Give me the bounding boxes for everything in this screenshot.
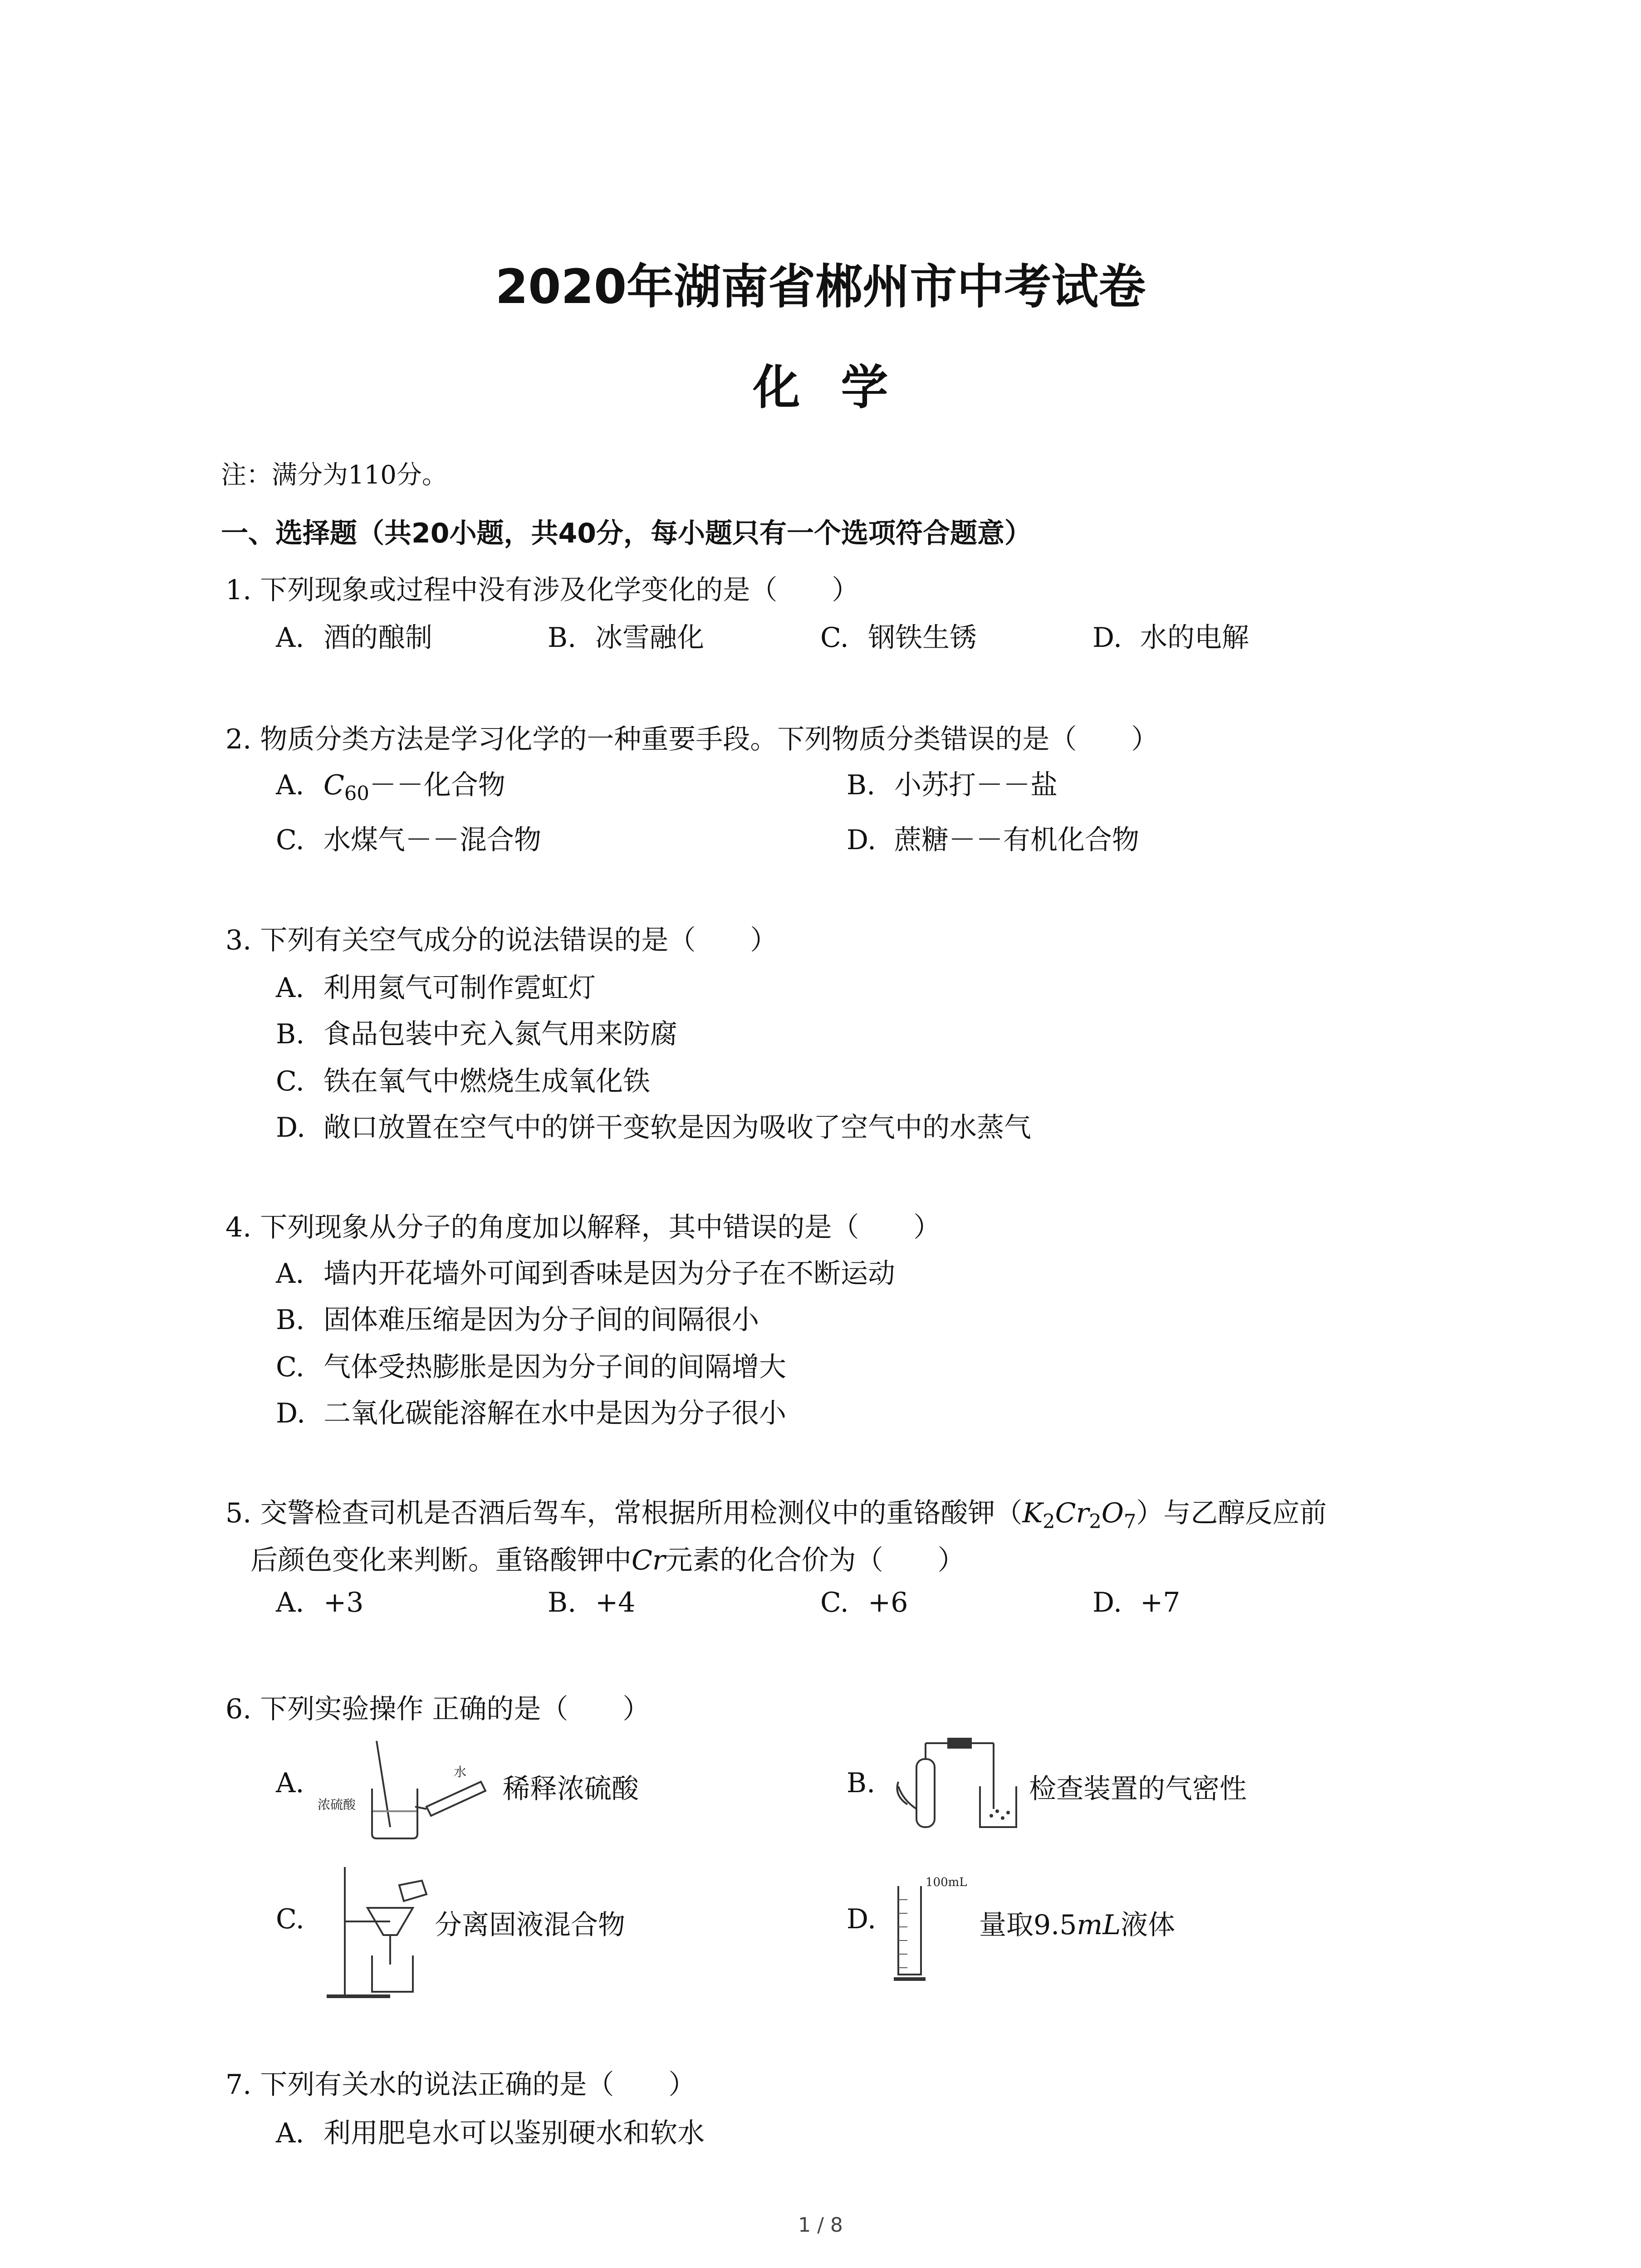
element-symbol: Cr xyxy=(632,1545,666,1576)
volume-value: 9.5 xyxy=(1034,1909,1077,1941)
option-label: B. xyxy=(548,1587,577,1618)
q1-option-d xyxy=(1092,616,1249,655)
q4-option-a xyxy=(276,1252,895,1291)
option-label: A. xyxy=(276,1258,304,1290)
water-label: 水 xyxy=(454,1765,467,1779)
q6-option-a-label: A. xyxy=(276,1767,304,1799)
score-note: 注：满分为110分。 xyxy=(221,460,447,490)
graduations xyxy=(898,1900,907,1968)
option-text: +4 xyxy=(595,1587,636,1618)
pouring-cylinder xyxy=(426,1782,485,1816)
option-text: +3 xyxy=(323,1587,364,1618)
receiving-beaker xyxy=(372,1955,413,1992)
option-label: D. xyxy=(847,824,877,856)
option-label: D. xyxy=(1092,1587,1122,1618)
option-label: C. xyxy=(820,1587,849,1618)
graduated-cylinder-figure xyxy=(889,1868,989,1986)
option-text: 钢铁生锈 xyxy=(868,622,977,654)
option-text: 液体 xyxy=(1121,1909,1176,1941)
airtight-check-figure xyxy=(889,1732,1025,1836)
option-text: +7 xyxy=(1140,1587,1181,1618)
q4-option-c xyxy=(276,1345,786,1384)
option-label: A. xyxy=(276,769,304,801)
option-label: B. xyxy=(548,622,577,654)
q6-option-d-text xyxy=(979,1903,1175,1942)
capacity-label: 100mL xyxy=(926,1876,967,1889)
stem-text: ）与乙醇反应前 xyxy=(1136,1497,1327,1529)
option-text: 小苏打－－盐 xyxy=(894,769,1058,801)
volume-unit: mL xyxy=(1077,1909,1121,1941)
q6-option-c-label: C. xyxy=(276,1903,304,1935)
option-text: 水煤气－－混合物 xyxy=(323,824,541,856)
q1-option-c xyxy=(820,616,977,655)
beaker xyxy=(372,1789,417,1838)
q3-option-b xyxy=(276,1012,677,1051)
option-label: C. xyxy=(276,824,304,856)
option-label: C. xyxy=(276,1351,304,1383)
subject-title: 化学 xyxy=(753,360,929,415)
option-text: 利用肥皂水可以鉴别硬水和软水 xyxy=(323,2117,705,2149)
formula-symbol: Cr xyxy=(1055,1497,1089,1529)
question-1-stem: 1. 下列现象或过程中没有涉及化学变化的是（ ） xyxy=(225,574,859,606)
q2-option-d xyxy=(847,818,1139,857)
option-label: B. xyxy=(276,1304,305,1336)
option-text: 酒的酿制 xyxy=(323,622,432,654)
q6-option-d-label: D. xyxy=(847,1903,877,1935)
option-text: 冰雪融化 xyxy=(595,622,704,654)
option-text: 敞口放置在空气中的饼干变软是因为吸收了空气中的水蒸气 xyxy=(323,1112,1031,1144)
option-text: 铁在氧气中燃烧生成氧化铁 xyxy=(323,1066,650,1097)
option-label: C. xyxy=(820,622,849,654)
option-text: 量取 xyxy=(979,1909,1034,1941)
option-text: －－化合物 xyxy=(369,769,505,801)
test-tube xyxy=(916,1759,935,1827)
option-label: A. xyxy=(276,972,304,1004)
water-beaker xyxy=(980,1786,1016,1827)
option-label: D. xyxy=(276,1112,306,1144)
q3-option-c xyxy=(276,1060,650,1099)
dilute-acid-figure xyxy=(318,1727,490,1841)
formula-subscript: 7 xyxy=(1123,1510,1136,1533)
q5-option-c xyxy=(820,1587,908,1618)
option-label: A. xyxy=(276,622,304,654)
formula-symbol: K xyxy=(1022,1497,1043,1529)
option-text: 气体受热膨胀是因为分子间的间隔增大 xyxy=(323,1351,786,1383)
option-label: A. xyxy=(276,2117,304,2149)
formula-symbol: O xyxy=(1101,1497,1124,1529)
option-text: +6 xyxy=(868,1587,908,1618)
formula-symbol: C xyxy=(323,769,344,801)
question-2-stem: 2. 物质分类方法是学习化学的一种重要手段。下列物质分类错误的是（ ） xyxy=(225,723,1159,755)
option-text: 固体难压缩是因为分子间的间隔很小 xyxy=(323,1304,759,1336)
question-3-stem: 3. 下列有关空气成分的说法错误的是（ ） xyxy=(225,924,778,956)
stem-text: 后颜色变化来判断。重铬酸钾中 xyxy=(250,1545,632,1576)
option-text: 利用氦气可制作霓虹灯 xyxy=(323,972,596,1004)
section-heading: 一、选择题（共20小题，共40分，每小题只有一个选项符合题意） xyxy=(221,518,1032,549)
q5-option-d xyxy=(1092,1587,1180,1618)
q7-option-a xyxy=(276,2112,705,2151)
stem-text: 元素的化合价为（ ） xyxy=(665,1545,965,1576)
q6-option-b-label: B. xyxy=(847,1767,876,1799)
stem-text: 5. 交警检查司机是否酒后驾车，常根据所用检测仪中的重铬酸钾（ xyxy=(225,1497,1023,1529)
pouring-beaker xyxy=(399,1881,426,1901)
q6-option-b-text: 检查装置的气密性 xyxy=(1029,1773,1247,1805)
question-5-stem xyxy=(225,1491,1327,1533)
option-label: C. xyxy=(276,1066,304,1097)
q4-option-b xyxy=(276,1298,759,1337)
q3-option-a xyxy=(276,966,596,1005)
q1-option-a xyxy=(276,616,432,655)
q6-option-a-text: 稀释浓硫酸 xyxy=(503,1773,639,1805)
question-6-stem: 6. 下列实验操作 正确的是（ ） xyxy=(225,1693,650,1725)
formula-subscript: 2 xyxy=(1043,1510,1055,1533)
question-7-stem: 7. 下列有关水的说法正确的是（ ） xyxy=(225,2069,696,2101)
q4-option-d xyxy=(276,1392,786,1431)
question-4-stem: 4. 下列现象从分子的角度加以解释，其中错误的是（ ） xyxy=(225,1212,941,1243)
filtration-figure xyxy=(318,1858,436,2003)
formula-subscript: 60 xyxy=(344,782,369,805)
q3-option-d xyxy=(276,1106,1031,1145)
q5-option-b xyxy=(548,1587,635,1618)
formula-subscript: 2 xyxy=(1089,1510,1102,1533)
q2-option-b xyxy=(847,763,1058,802)
option-label: B. xyxy=(276,1018,305,1050)
option-label: A. xyxy=(276,1587,304,1618)
hand xyxy=(897,1782,917,1809)
option-label: D. xyxy=(1092,622,1122,654)
option-text: 墙内开花墙外可闻到香味是因为分子在不断运动 xyxy=(323,1258,895,1290)
glass-rod xyxy=(377,1741,390,1827)
question-5-stem-line2 xyxy=(250,1539,965,1578)
option-label: B. xyxy=(847,769,876,801)
option-text: 二氧化碳能溶解在水中是因为分子很小 xyxy=(323,1398,786,1429)
option-label: D. xyxy=(276,1398,306,1429)
q2-option-c xyxy=(276,818,541,857)
option-text: 水的电解 xyxy=(1140,622,1249,654)
q5-option-a xyxy=(276,1587,363,1618)
bubbles xyxy=(989,1809,1010,1820)
acid-label: 浓硫酸 xyxy=(318,1797,356,1812)
option-text: 食品包装中充入氮气用来防腐 xyxy=(323,1018,677,1050)
q1-option-b xyxy=(548,616,704,655)
option-text: 蔗糖－－有机化合物 xyxy=(894,824,1139,856)
tube-joint xyxy=(948,1739,971,1748)
q6-option-c-text: 分离固液混合物 xyxy=(435,1909,625,1941)
page-number: 1 / 8 xyxy=(798,2214,843,2237)
page-title: 2020年湖南省郴州市中考试卷 xyxy=(495,259,1146,314)
q2-option-a xyxy=(276,763,505,805)
